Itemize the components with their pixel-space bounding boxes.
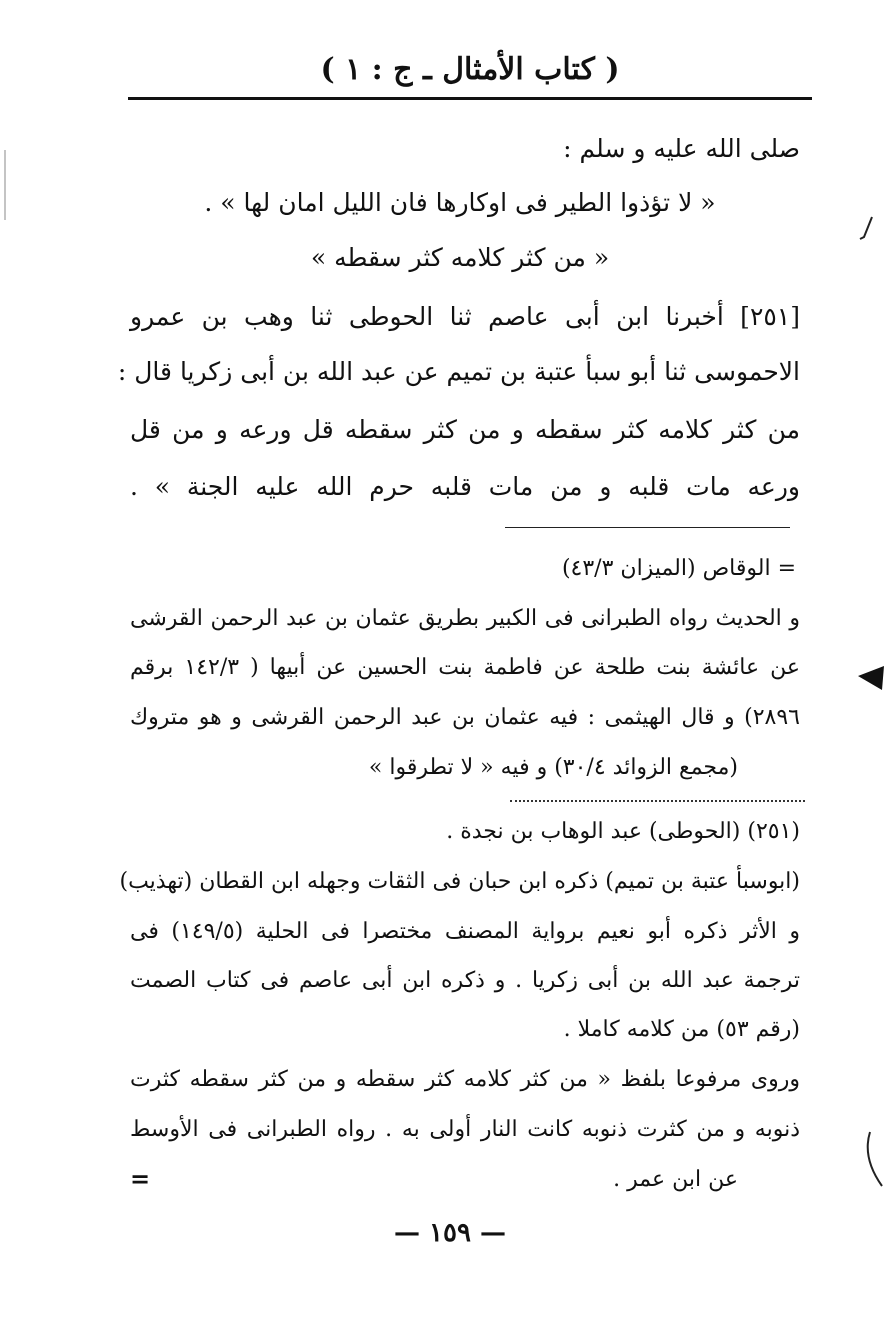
footnote-line: (رقم ٥٣) من كلامه كاملا . (563, 1017, 800, 1042)
footnote-line: و الأثر ذكره أبو نعيم برواية المصنف مختصرا فى الحلية (١٤٩/٥) فى (130, 919, 801, 944)
page-number: — ١٥٩ — (393, 1218, 507, 1248)
scan-edge-mark (860, 1130, 886, 1190)
scan-arrow-mark (852, 660, 886, 694)
continuation-mark: = (130, 1164, 151, 1193)
text-line: صلى الله عليه و سلم : (563, 134, 800, 163)
footnote-line: (مجمع الزوائد ٣٠/٤) و فيه « لا تطرقوا » (368, 755, 738, 780)
scan-edge-mark (2, 150, 8, 220)
quoted-saying: « من كثر كلامه كثر سقطه » (310, 243, 610, 272)
note-separator (510, 800, 805, 802)
footnote-line: (٢٥١) (الحوطى) عبد الوهاب بن نجدة . (446, 819, 800, 844)
text-line: من كثر كلامه كثر سقطه و من كثر سقطه قل ورعه و من قل (130, 415, 800, 444)
footnote-line: (ابوسبأ عتبة بن تميم) ذكره ابن حبان فى الثقات وجهله ابن القطان (تهذيب) (119, 869, 800, 894)
text-line: ورعه مات قلبه و من مات قلبه حرم الله عليه الجنة » . (130, 472, 800, 501)
running-head: ( كتاب الأمثال ـ ج : ١ ) (320, 52, 620, 87)
footnote-line: ذنوبه و من كثرت ذنوبه كانت النار أولى به . رواه الطبرانى فى الأوسط (130, 1117, 800, 1142)
footnote-line: و الحديث رواه الطبرانى فى الكبير بطريق عثمان بن عبد الرحمن القرشى (130, 606, 800, 631)
footnote-line: = الوقاص (الميزان ٤٣/٣) (561, 556, 796, 581)
footnote-separator (505, 527, 790, 528)
footnote-line: عن عائشة بنت طلحة عن فاطمة بنت الحسين عن أبيها ( ١٤٢/٣ برقم (130, 655, 800, 680)
scan-edge-mark (858, 215, 878, 245)
footnote-line: وروى مرفوعا بلفظ « من كثر كلامه كثر سقطه و من كثر سقطه كثرت (130, 1067, 800, 1092)
text-line: [٢٥١] أخبرنا ابن أبى عاصم ثنا الحوطى ثنا وهب بن عمرو (130, 302, 800, 331)
quoted-hadith: « لا تؤذوا الطير فى اوكارها فان الليل امان لها » . (204, 188, 716, 217)
footnote-line: ٢٨٩٦) و قال الهيثمى : فيه عثمان بن عبد الرحمن القرشى و هو متروك (130, 705, 800, 730)
footnote-line: ترجمة عبد الله بن أبى زكريا . و ذكره ابن أبى عاصم فى كتاب الصمت (130, 968, 800, 993)
footnote-line: عن ابن عمر . (613, 1167, 738, 1192)
header-rule (128, 97, 812, 100)
text-line: الاحموسى ثنا أبو سبأ عتبة بن تميم عن عبد الله بن أبى زكريا قال : (117, 357, 800, 386)
